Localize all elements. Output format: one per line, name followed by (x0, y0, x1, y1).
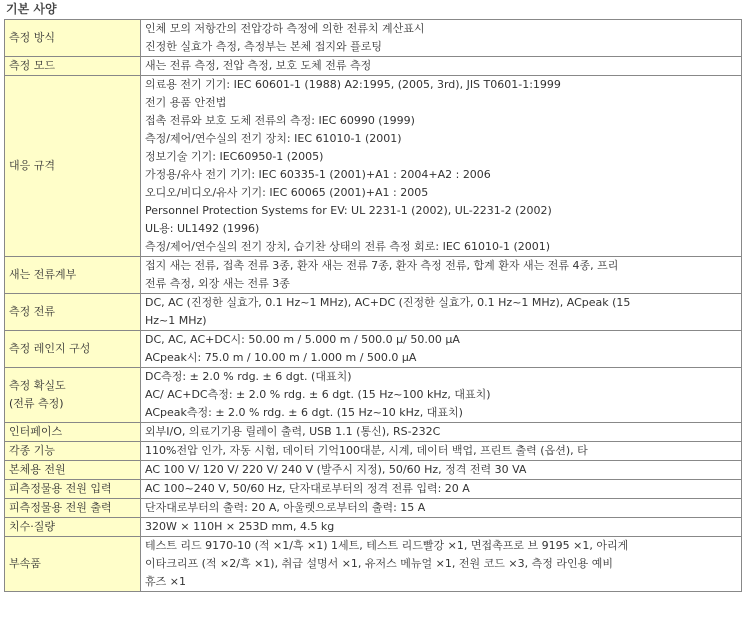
spec-row-value (141, 461, 742, 480)
spec-value-line: 측정/제어/연수실의 전기 장치, 습기찬 상태의 전류 측정 회로: IEC 61010-1 (2001) (145, 240, 551, 253)
spec-row-label: 측정 방식 (5, 20, 141, 57)
spec-value-line: ACpeak시: 75.0 m / 10.00 m / 1.000 m / 500.0 μA (145, 351, 417, 364)
spec-row-label: 측정 모드 (5, 57, 141, 76)
spec-row-label: 부속품 (5, 537, 141, 592)
spec-row (5, 294, 742, 331)
spec-row-label: 대응 규격 (5, 76, 141, 257)
spec-row-label: 각종 기능 (5, 442, 141, 461)
spec-value-line: 전기 용품 안전법 (145, 96, 227, 109)
spec-row-value (141, 76, 742, 257)
spec-row (5, 20, 742, 57)
spec-row-value (141, 294, 742, 331)
spec-row (5, 518, 742, 537)
spec-value-line: Personnel Protection Systems for EV: UL 2231-1 (2002), UL-2231-2 (2002) (145, 204, 552, 217)
spec-row (5, 480, 742, 499)
spec-row-value (141, 368, 742, 423)
spec-table (4, 19, 742, 592)
spec-row-label: 측정 전류 (5, 294, 141, 331)
spec-value-line: 단자대로부터의 출력: 20 A, 아울렛으로부터의 출력: 15 A (145, 501, 426, 514)
spec-row-value (141, 442, 742, 461)
spec-value-line: AC 100~240 V, 50/60 Hz, 단자대로부터의 정격 전류 입력: 20 A (145, 482, 470, 495)
spec-row-value (141, 331, 742, 368)
spec-row-value (141, 57, 742, 76)
spec-value-line: 접촉 전류와 보호 도체 전류의 측정: IEC 60990 (1999) (145, 114, 415, 127)
spec-row-value (141, 20, 742, 57)
spec-row-label: 새는 전류계부 (5, 257, 141, 294)
spec-row-label: 측정 확실도 (전류 측정) (5, 368, 141, 423)
spec-value-line: 인체 모의 저항간의 전압강하 측정에 의한 전류치 계산표시 (145, 22, 425, 35)
spec-value-line: 의료용 전기 기기: IEC 60601-1 (1988) A2:1995, (2005, 3rd), JIS T0601-1:1999 (145, 78, 561, 91)
spec-value-line: AC 100 V/ 120 V/ 220 V/ 240 V (발주시 지정), 50/60 Hz, 정격 전력 30 VA (145, 463, 527, 476)
spec-row (5, 442, 742, 461)
spec-row (5, 76, 742, 257)
spec-value-line: 전류 측정, 외장 새는 전류 3종 (145, 277, 290, 290)
spec-row-value (141, 499, 742, 518)
spec-value-line: 이타크리프 (적 ×2/흑 ×1), 취급 설명서 ×1, 유저스 메뉴얼 ×1, 전원 코드 ×3, 측정 라인용 예비 (145, 557, 613, 570)
spec-value-line: 측정/제어/연수실의 전기 장치: IEC 61010-1 (2001) (145, 132, 402, 145)
spec-value-line: 진정한 실효가 측정, 측정부는 본체 접지와 플로팅 (145, 40, 382, 53)
spec-value-line: Hz~1 MHz) (145, 314, 207, 327)
spec-row-label: 치수·질량 (5, 518, 141, 537)
spec-value-line: DC측정: ± 2.0 % rdg. ± 6 dgt. (대표치) (145, 370, 352, 383)
spec-value-line: DC, AC (진정한 실효가, 0.1 Hz~1 MHz), AC+DC (진정한 실효가, 0.1 Hz~1 MHz), ACpeak (15 (145, 296, 631, 309)
spec-row-label: 측정 레인지 구성 (5, 331, 141, 368)
spec-value-line: 휴즈 ×1 (145, 575, 186, 588)
spec-table-body (5, 20, 742, 592)
spec-value-line: AC/ AC+DC측정: ± 2.0 % rdg. ± 6 dgt. (15 Hz~100 kHz, 대표치) (145, 388, 491, 401)
section-title: 기본 사양 (6, 2, 57, 16)
spec-value-line: 오디오/비디오/유사 기기: IEC 60065 (2001)+A1 : 2005 (145, 186, 429, 199)
spec-value-line: 접지 새는 전류, 접촉 전류 3종, 환자 새는 전류 7종, 환자 측정 전류, 합계 환자 새는 전류 4종, 프리 (145, 259, 619, 272)
spec-row (5, 499, 742, 518)
spec-row (5, 423, 742, 442)
spec-row-value (141, 518, 742, 537)
spec-row-value (141, 537, 742, 592)
spec-row (5, 368, 742, 423)
spec-value-line: ACpeak측정: ± 2.0 % rdg. ± 6 dgt. (15 Hz~10 kHz, 대표치) (145, 406, 463, 419)
spec-row-label: 피측정물용 전원 입력 (5, 480, 141, 499)
spec-row (5, 461, 742, 480)
spec-row-label: 피측정물용 전원 출력 (5, 499, 141, 518)
spec-row (5, 257, 742, 294)
spec-row-label: 본체용 전원 (5, 461, 141, 480)
spec-value-line: 새는 전류 측정, 전압 측정, 보호 도체 전류 측정 (145, 59, 372, 72)
spec-row (5, 57, 742, 76)
spec-value-line: 가정용/유사 전기 기기: IEC 60335-1 (2001)+A1 : 2004+A2 : 2006 (145, 168, 491, 181)
spec-row-value (141, 423, 742, 442)
spec-value-line: DC, AC, AC+DC시: 50.00 m / 5.000 m / 500.0 μ/ 50.00 μA (145, 333, 460, 346)
spec-value-line: 테스트 리드 9170-10 (적 ×1/흑 ×1) 1세트, 테스트 리드빨강 ×1, 면접촉프로 브 9195 ×1, 아리게 (145, 539, 629, 552)
spec-row-value (141, 257, 742, 294)
spec-row-label: 인터페이스 (5, 423, 141, 442)
spec-value-line: 320W × 110H × 253D mm, 4.5 kg (145, 520, 335, 533)
spec-row-value (141, 480, 742, 499)
spec-value-line: 110%전압 인가, 자동 시험, 데이터 기억100대분, 시계, 데이터 백업, 프린트 출력 (옵션), 타 (145, 444, 588, 457)
spec-value-line: 정보기술 기기: IEC60950-1 (2005) (145, 150, 324, 163)
spec-row (5, 537, 742, 592)
spec-value-line: 외부I/O, 의료기기용 릴레이 출력, USB 1.1 (통신), RS-232C (145, 425, 441, 438)
spec-row (5, 331, 742, 368)
spec-value-line: UL용: UL1492 (1996) (145, 222, 260, 235)
